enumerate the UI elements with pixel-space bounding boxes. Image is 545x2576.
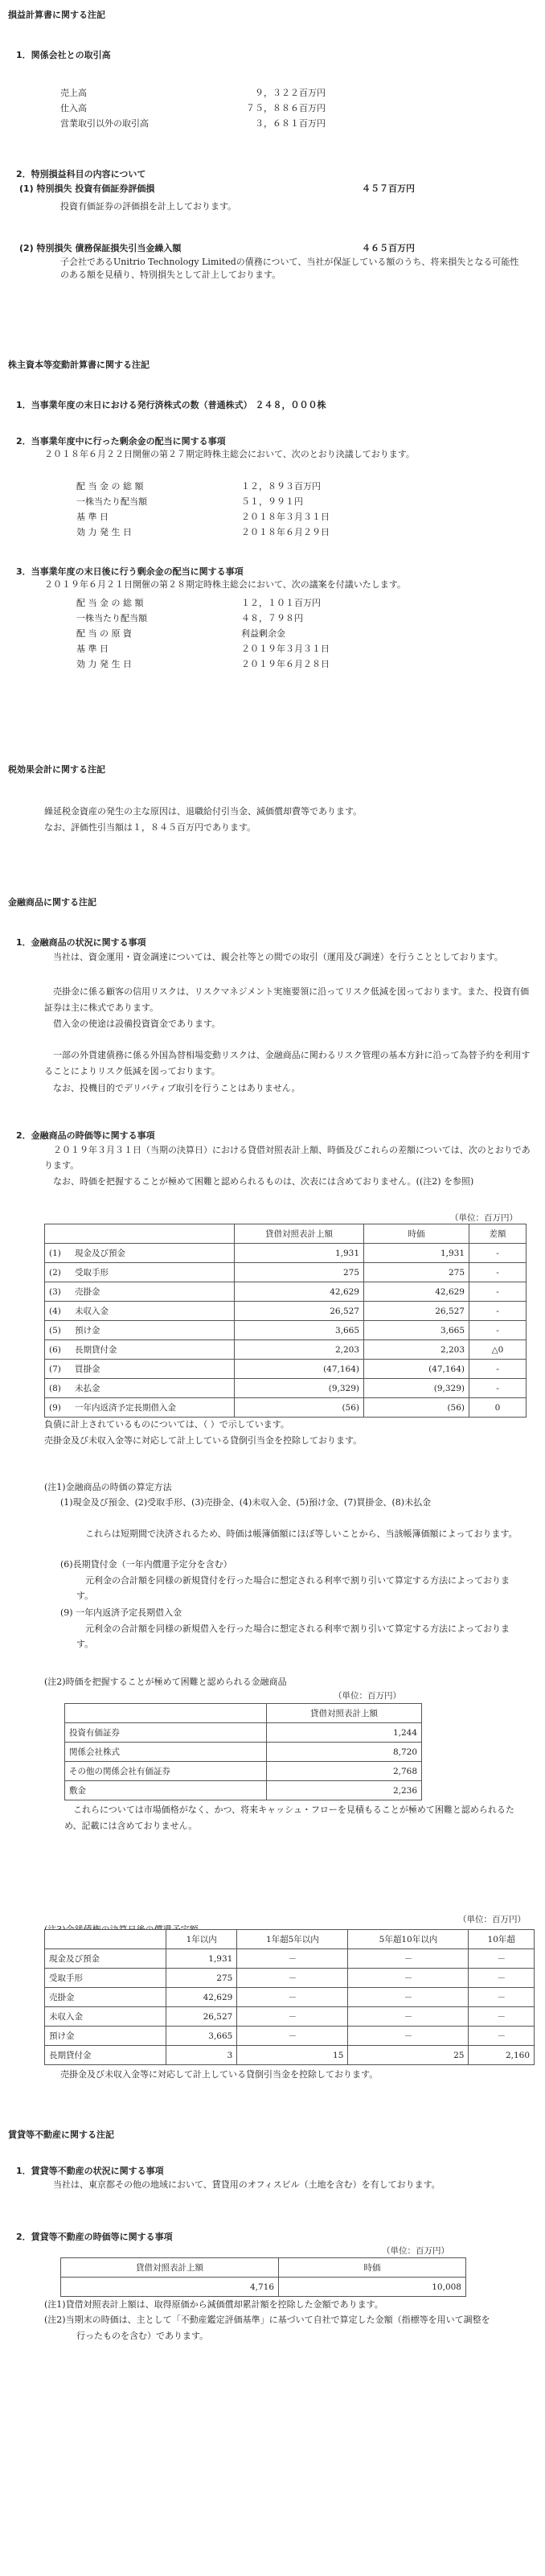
list-item: 配 当 の 原 資 利益剰余金: [76, 628, 285, 639]
fin-n2-title: (注2)時価を把握することが極めて困難と認められる金融商品: [44, 1677, 287, 1687]
fin-fair-value-table: [44, 1224, 527, 1418]
fin-s1-p1: 当社は、資金運用・資金調達については、親会社等との間での取引（運用及び調達）を行うこととしております。: [53, 952, 503, 962]
fin-s1-p5: なお、投機目的でデリバティブ取引を行うことはありません。: [53, 1083, 301, 1093]
pl-s2-1-amount: ４５７百万円: [362, 183, 415, 194]
table-row: 受取手形 275 － － －: [45, 1969, 535, 1988]
tax-title: 税効果会計に関する注記: [8, 764, 105, 775]
fin-t3-note: 売掛金及び未収入金等に対応して計上している貸倒引当金を控除しております。: [60, 2069, 379, 2080]
table-header-row: 貸借対照表計上額 時価 差額: [45, 1224, 527, 1244]
table-row: (6) 長期貸付金 2,203 2,203 △0: [45, 1340, 527, 1360]
equity-s2-title: 2．当事業年度中に行った剰余金の配当に関する事項: [16, 436, 226, 446]
fin-t1-note2: 売掛金及び未収入金等に対応して計上している貸倒引当金を控除しております。: [44, 1435, 363, 1446]
pl-title: 損益計算書に関する注記: [8, 10, 105, 20]
re-fair-value-table: [60, 2257, 466, 2297]
table-row: 関係会社株式 8,720: [65, 1743, 422, 1762]
table-row: (1) 現金及び預金 1,931 1,931 -: [45, 1244, 527, 1263]
list-item: 一株当たり配当額 ５１，９９１円: [76, 496, 303, 507]
table-row: 現金及び預金 1,931 － － －: [45, 1949, 535, 1969]
list-item: 基 準 日 ２０１８年３月３１日: [76, 511, 330, 522]
fin-t1-unit: （単位：百万円）: [450, 1213, 518, 1223]
table-header-row: 貸借対照表計上額: [65, 1704, 422, 1723]
equity-s3-title: 3．当事業年度の末日後に行う剰余金の配当に関する事項: [16, 566, 244, 577]
fin-n1-c-text: 元利金の合計額を同様の新規借入を行った場合に想定される利率で割り引いて算定する方法によっております。: [76, 1623, 510, 1649]
table-row: 預け金 3,665 － － －: [45, 2027, 535, 2046]
pl-s2-2-text: 子会社であるUnitrio Technology Limitedの債務について、当社が保証している額のうち、将来損失となる可能性のある額を見積り、特別損失として計上しております。: [60, 257, 519, 280]
pl-s1-title: 1．関係会社との取引高: [16, 50, 111, 60]
list-item: 配 当 金 の 総 額 １２，８９３百万円: [76, 480, 321, 492]
table-row: (3) 売掛金 42,629 42,629 -: [45, 1282, 527, 1302]
fin-n2-text: これらについては市場価格がなく、かつ、将来キャッシュ・フローを見積もることが極めて困難と認められるため、記載には含めておりません。: [64, 1804, 514, 1831]
equity-title: 株主資本等変動計算書に関する注記: [8, 360, 150, 370]
table-row: 敷金 2,236: [65, 1781, 422, 1800]
list-item: 基 準 日 ２０１９年３月３１日: [76, 643, 330, 654]
fin-n1-b: (6)長期貸付金（一年内償還予定分を含む）: [60, 1559, 232, 1570]
equity-s3-table: [76, 595, 330, 671]
pl-s1-table: [60, 84, 326, 130]
table-header-row: 貸借対照表計上額 時価: [61, 2258, 466, 2278]
re-t-unit: （単位：百万円）: [382, 2246, 449, 2256]
fin-s2-p1: ２０１９年３月３１日（当期の決算日）における貸借対照表計上額、時価及びこれらの差額については、次のとおりであります。: [44, 1145, 531, 1171]
table-header-row: 1年以内 1年超5年以内 5年超10年以内 10年超: [45, 1930, 535, 1949]
table-row: (9) 一年内返済予定長期借入金 (56) (56) 0: [45, 1398, 527, 1418]
fin-t2-unit: （単位：百万円）: [334, 1691, 401, 1701]
table-row: 投資有価証券 1,244: [65, 1723, 422, 1743]
re-s1-title: 1．賃貸等不動産の状況に関する事項: [16, 2166, 164, 2176]
table-row: その他の関係会社有価証券 2,768: [65, 1762, 422, 1781]
table-row: (8) 未払金 (9,329) (9,329) -: [45, 1379, 527, 1398]
pl-s2-1-title: (1) 特別損失 投資有価証券評価損: [19, 183, 155, 194]
pl-s2-1-text: 投資有価証券の評価損を計上しております。: [60, 201, 237, 212]
fin-n1-a: (1)現金及び預金、(2)受取手形、(3)売掛金、(4)未収入金、(5)預け金、(7)買掛金、(8)未払金: [60, 1497, 432, 1508]
table-row: (7) 買掛金 (47,164) (47,164) -: [45, 1360, 527, 1379]
list-item: 効 力 発 生 日 ２０１９年６月２８日: [76, 658, 330, 669]
re-note1: (注1)貸借対照表計上額は、取得原価から減価償却累計額を控除した金額であります。: [44, 2299, 383, 2310]
re-note2: (注2)当期末の時価は、主として「不動産鑑定評価基準」に基づいて自社で算定した金額（指標等を用いて調整を行ったものを含む）であります。: [44, 2315, 490, 2341]
fin-s1-p2: 売掛金に係る顧客の信用リスクは、リスクマネジメント実施要領に沿ってリスク低減を図っております。また、投資有価証券は主に株式であります。: [44, 986, 530, 1013]
fin-s1-p3: 借入金の使途は設備投資資金であります。: [53, 1018, 221, 1029]
equity-s1: 1．当事業年度の末日における発行済株式の数（普通株式） ２４８，０００株: [16, 400, 326, 410]
fin-title: 金融商品に関する注記: [8, 897, 96, 907]
equity-s2-table: [76, 478, 330, 539]
equity-s2-text: ２０１８年６月２２日開催の第２７期定時株主総会において、次のとおり決議しております。: [44, 449, 415, 459]
list-item: 一株当たり配当額 ４８，７９８円: [76, 612, 303, 623]
pl-s2-title: 2．特別損益科目の内容について: [16, 169, 146, 179]
fin-n1-b-text: 元利金の合計額を同様の新規貸付を行った場合に想定される利率で割り引いて算定する方法によっております。: [76, 1575, 510, 1601]
table-row: 長期貸付金 3 15 25 2,160: [45, 2046, 535, 2065]
table-row: (2) 受取手形 275 275 -: [45, 1263, 527, 1282]
list-item: 売上高 ９，３２２百万円: [60, 87, 326, 98]
fin-n1-title: (注1)金融商品の時価の算定方法: [44, 1482, 172, 1492]
list-item: 営業取引以外の取引高 ３，６８１百万円: [60, 117, 326, 129]
re-title: 賃貸等不動産に関する注記: [8, 2130, 114, 2140]
fin-t1-note1: 負債に計上されているものについては、（ ）で示しています。: [44, 1419, 289, 1430]
list-item: 効 力 発 生 日 ２０１８年６月２９日: [76, 526, 330, 537]
table-row: (4) 未収入金 26,527 26,527 -: [45, 1302, 527, 1321]
table-row: 売掛金 42,629 － － －: [45, 1988, 535, 2007]
fin-redemption-table: [44, 1929, 535, 2065]
fin-s2-p2: なお、時価を把握することが極めて困難と認められるものは、次表には含めておりません。((注2) を参照): [53, 1176, 474, 1187]
list-item: 配 当 金 の 総 額 １２，１０１百万円: [76, 597, 321, 608]
fin-hard-to-value-table: [64, 1703, 422, 1800]
fin-s2-title: 2．金融商品の時価等に関する事項: [16, 1130, 155, 1141]
pl-s2-2-title: (2) 特別損失 債務保証損失引当金繰入額: [19, 243, 182, 253]
tax-text2: なお、評価性引当額は１，８４５百万円であります。: [44, 822, 256, 833]
re-s1-text: 当社は、東京都その他の地域において、賃貸用のオフィスビル（土地を含む）を有しております。: [53, 2179, 441, 2190]
equity-s3-text: ２０１９年６月２１日開催の第２８期定時株主総会において、次の議案を付議いたします。: [44, 579, 406, 590]
list-item: 仕入高 ７５，８８６百万円: [60, 102, 326, 113]
table-row: 未収入金 26,527 － － －: [45, 2007, 535, 2027]
tax-text1: 繰延税金資産の発生の主な原因は、退職給付引当金、減価償却費等であります。: [44, 806, 363, 817]
fin-s1-p4: 一部の外貨建債務に係る外国為替相場変動リスクは、金融商品に関わるリスク管理の基本方針に沿って為替予約を利用することによりリスク低減を図っております。: [44, 1050, 531, 1076]
fin-s1-title: 1．金融商品の状況に関する事項: [16, 937, 146, 948]
fin-t3-unit: （単位：百万円）: [458, 1915, 526, 1924]
pl-s2-2-amount: ４６５百万円: [362, 243, 415, 253]
table-row: 4,716 10,008: [61, 2278, 466, 2297]
re-s2-title: 2．賃貸等不動産の時価等に関する事項: [16, 2232, 173, 2242]
table-row: (5) 預け金 3,665 3,665 -: [45, 1321, 527, 1340]
fin-n1-c: (9) 一年内返済予定長期借入金: [60, 1607, 182, 1618]
fin-n1-a-text: これらは短期間で決済されるため、時価は帳簿価額にほぼ等しいことから、当該帳簿価額によっております。: [85, 1529, 518, 1539]
